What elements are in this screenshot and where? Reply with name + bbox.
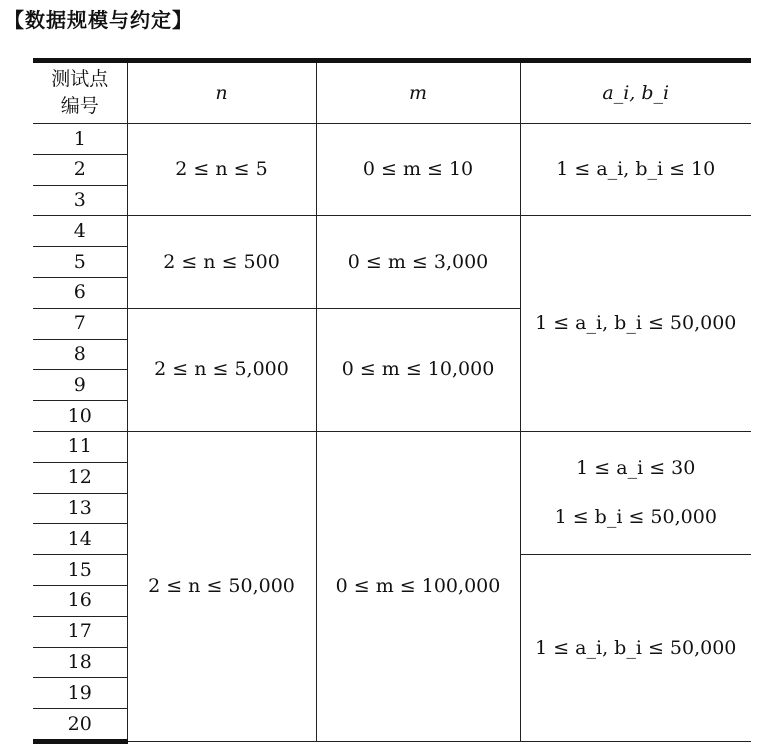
test-id: 18 [33,647,127,678]
test-id: 3 [33,185,127,216]
test-id: 14 [33,524,127,555]
test-id: 12 [33,462,127,493]
m-range-group3: 0 ≤ m ≤ 10,000 [316,308,520,431]
test-id: 9 [33,370,127,401]
test-id: 16 [33,585,127,616]
ab-range-group2: 1 ≤ a_i, b_i ≤ 50,000 [520,216,751,432]
section-title: 【数据规模与约定】 [4,8,193,32]
header-m: m [316,61,520,124]
test-id: 19 [33,678,127,709]
header-row [33,61,751,124]
header-ab: a_i, b_i [520,61,751,124]
m-range-group2: 0 ≤ m ≤ 3,000 [316,216,520,308]
test-id: 7 [33,308,127,339]
test-id: 10 [33,401,127,432]
header-n: n [127,61,316,124]
test-id: 15 [33,555,127,586]
table-row [33,216,751,247]
test-id: 8 [33,339,127,370]
constraints-table [33,58,751,744]
test-id: 6 [33,277,127,308]
n-range-group3: 2 ≤ n ≤ 5,000 [127,308,316,431]
m-range-group4: 0 ≤ m ≤ 100,000 [316,431,520,741]
test-id: 1 [33,124,127,155]
m-range-group1: 0 ≤ m ≤ 10 [316,124,520,216]
n-range-group4: 2 ≤ n ≤ 50,000 [127,431,316,741]
b-range-line: 1 ≤ b_i ≤ 50,000 [554,506,717,529]
constraints-table-frame [33,58,751,744]
table-row [33,124,751,155]
test-id: 5 [33,247,127,278]
table-row [33,431,751,462]
n-range-group1: 2 ≤ n ≤ 5 [127,124,316,216]
ab-range-group3 [520,431,751,554]
test-id: 2 [33,154,127,185]
n-range-group2: 2 ≤ n ≤ 500 [127,216,316,308]
test-id: 13 [33,493,127,524]
test-id: 17 [33,616,127,647]
ab-range-group1: 1 ≤ a_i, b_i ≤ 10 [520,124,751,216]
test-id: 4 [33,216,127,247]
ab-range-group4: 1 ≤ a_i, b_i ≤ 50,000 [520,555,751,742]
header-test-id: 测试点 编号 [33,61,127,124]
test-id: 11 [33,431,127,462]
a-range-line: 1 ≤ a_i ≤ 30 [576,457,696,480]
test-id: 20 [33,709,127,742]
